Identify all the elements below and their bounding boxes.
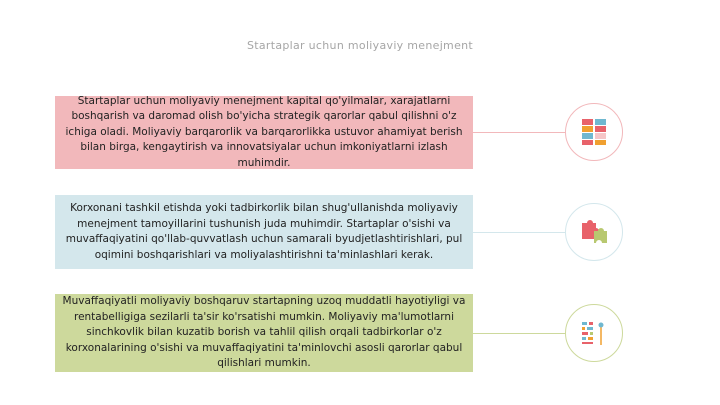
slide-title: Startaplar uchun moliyaviy menejment	[246, 39, 474, 52]
card-text-3: Muvaffaqiyatli moliyaviy boshqaruv startapning uzoq muddatli hayotiyligi va rentabelligiga sezilarli ta'sir ko'rsatishi mumkin. Moliyaviy ma'lumotlarni sinchkovlik bilan kuzatib borish va tahlil qilish orqali tadbirkorlar o'z korxonalarining o'sishi va muvaffaqiyatini ta'minlovchi asosli qarorlar qabul qilishlari mumkin.	[62, 295, 466, 370]
abacus-icon	[580, 319, 608, 347]
icon-circle-2	[565, 203, 623, 261]
icon-circle-1	[565, 103, 623, 161]
connector-line-2	[473, 232, 566, 233]
connector-line-1	[473, 132, 566, 133]
connector-line-3	[473, 333, 566, 334]
card-text-2: Korxonani tashkil etishda yoki tadbirkorlik bilan shug'ullanishda moliyaviy menejment tamoyillarini tushunish juda muhimdir. Startaplar o'sishi va muvaffaqiyatini qo'llab-quvvatlash uchun samarali byudjetlashtirishlari, pul oqimini boshqarishlari va moliyalashtirishni ta'minlashlari kerak.	[65, 202, 463, 261]
text-card-3	[55, 294, 473, 372]
icon-circle-3	[565, 304, 623, 362]
puzzle-icon	[580, 219, 608, 245]
blocks-icon	[581, 118, 607, 146]
text-card-2	[55, 195, 473, 269]
text-card-1	[55, 96, 473, 169]
card-text-1: Startaplar uchun moliyaviy menejment kapital qo'yilmalar, xarajatlarni boshqarish va daromad olish bo'yicha strategik qarorlar qabul qilishni o'z ichiga oladi. Moliyaviy barqarorlik va barqarorlikka ustuvor ahamiyat berish bilan birga, kengaytirish va innovatsiyalar uchun imkoniyatlarni izlash muhimdir.	[65, 94, 463, 169]
